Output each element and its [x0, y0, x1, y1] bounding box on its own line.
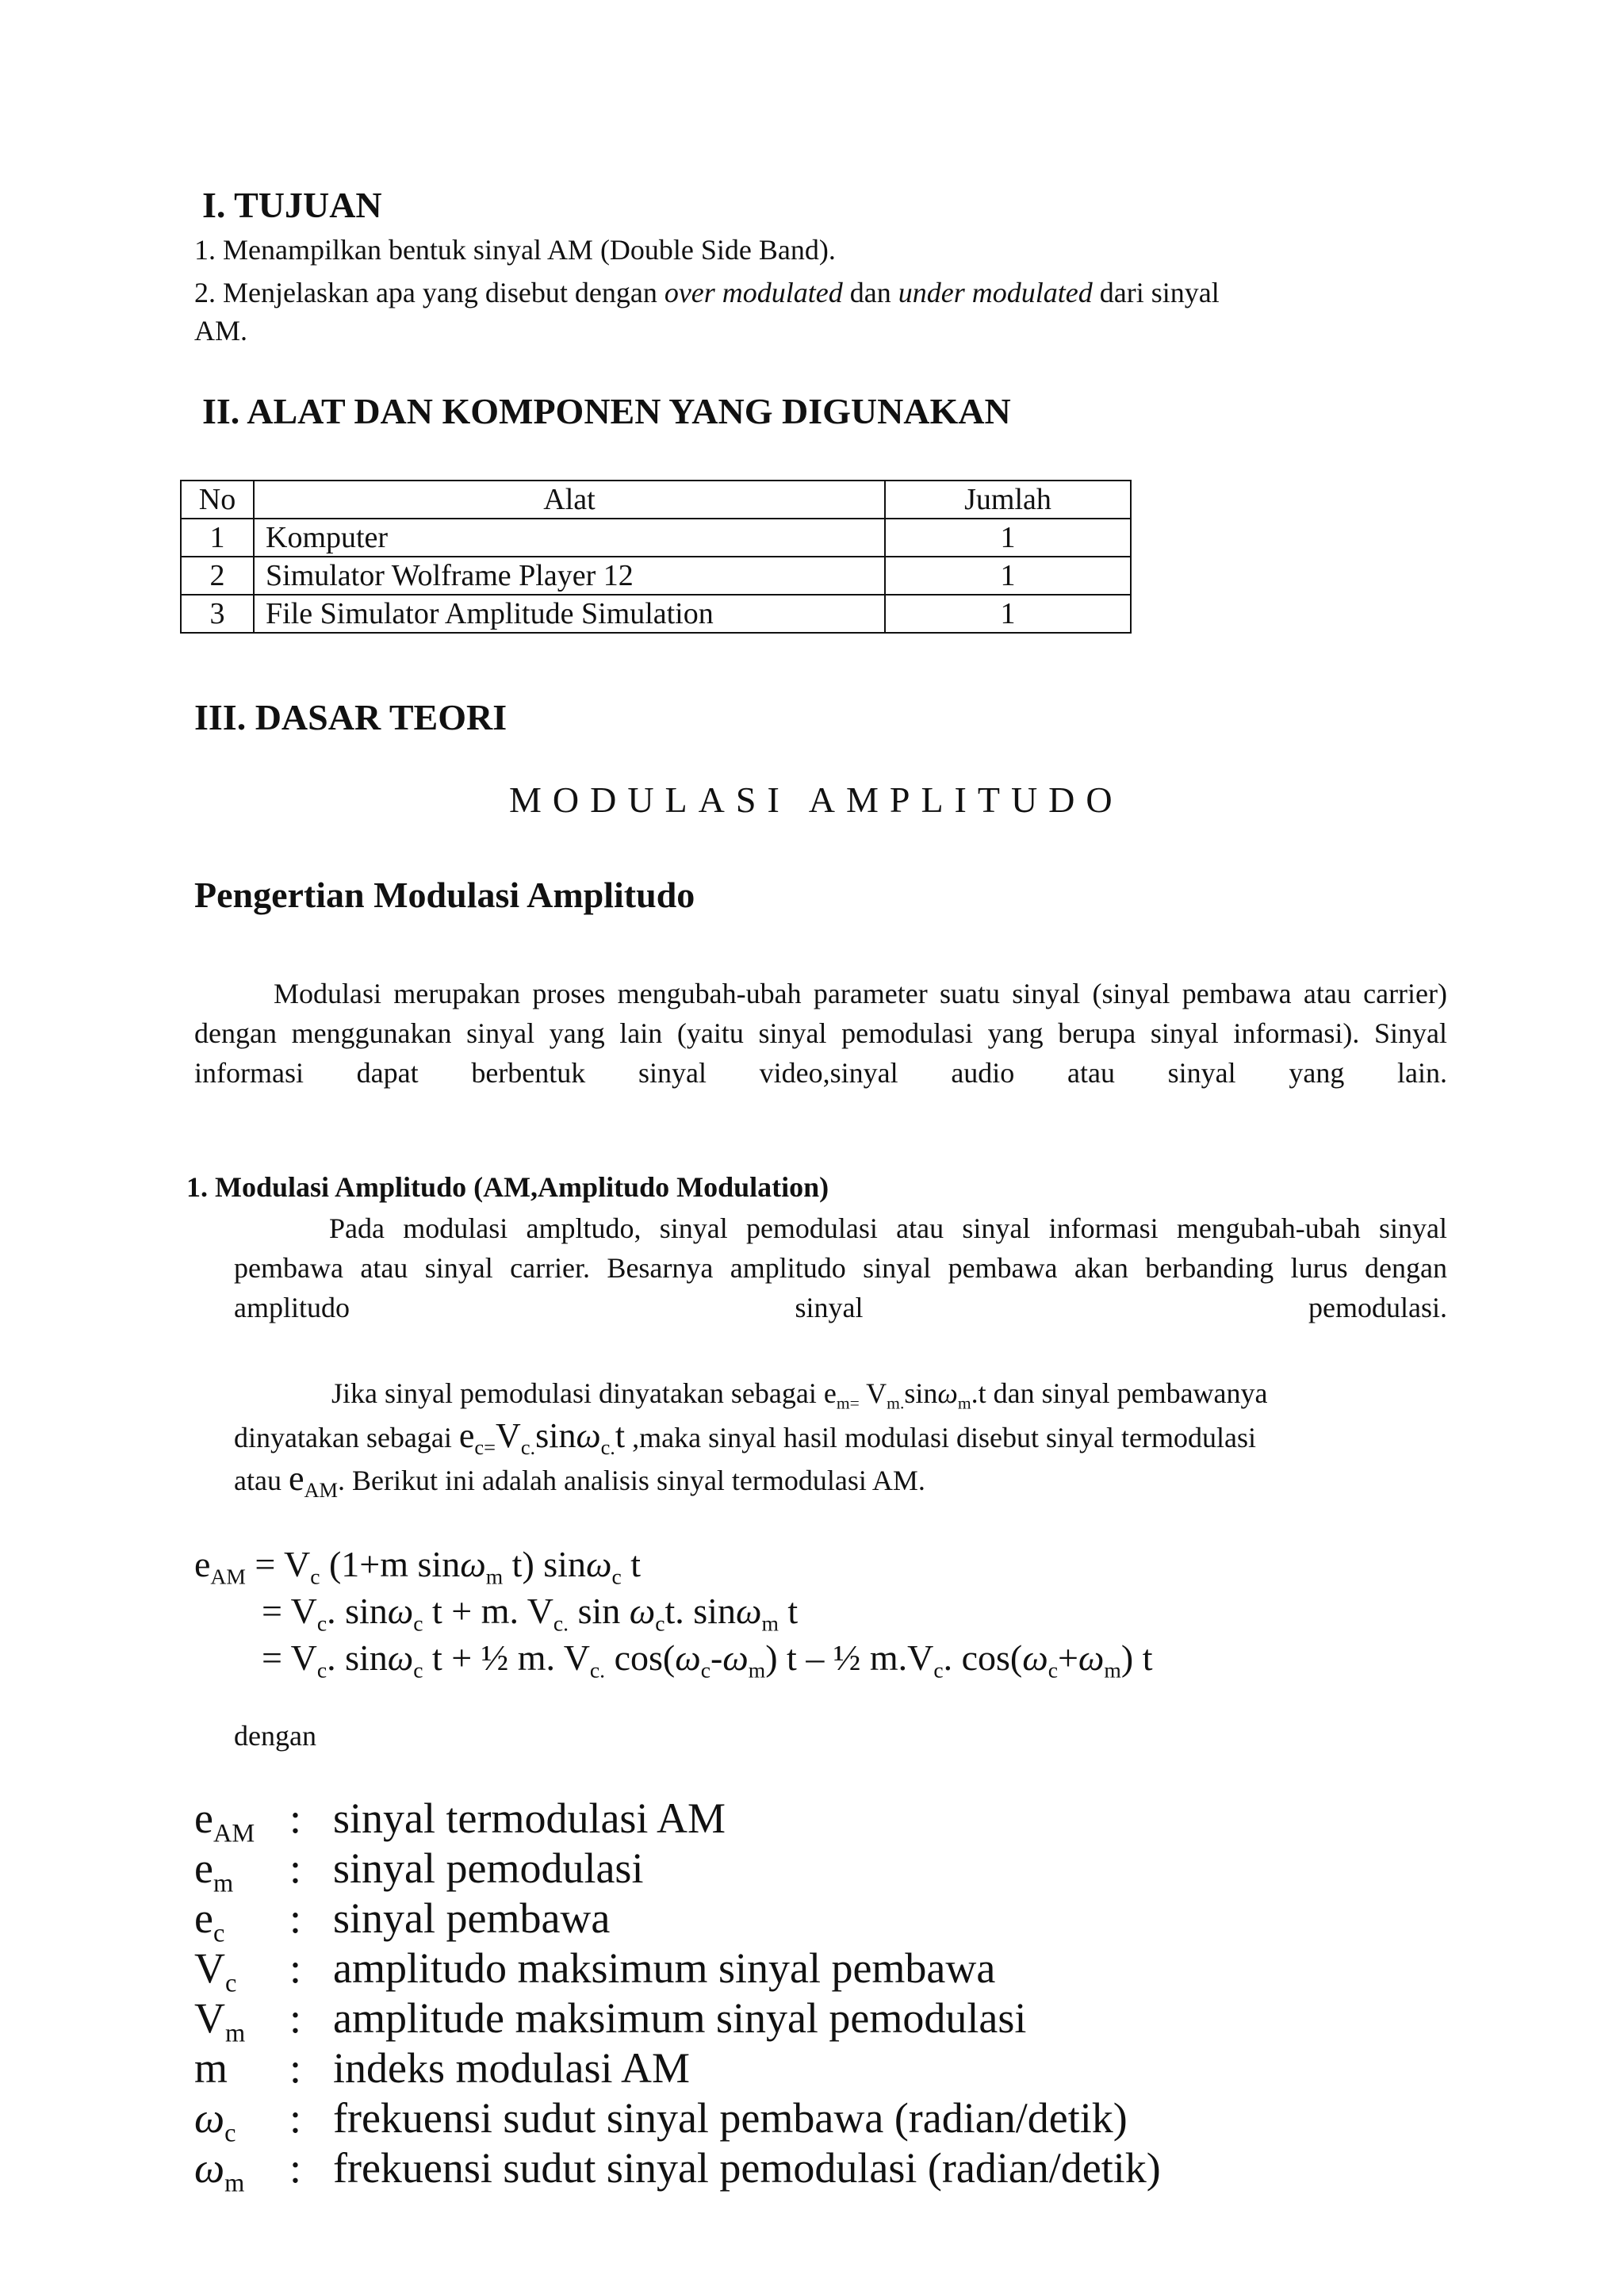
tujuan-item-2: 2. Menjelaskan apa yang disebut dengan over modulated dan under modulated dari sinyal	[194, 277, 1220, 308]
legend-symbol: $\omega_m$	[194, 2144, 245, 2198]
legend-symbol: $e_{AM}$	[194, 1794, 255, 1848]
tujuan-item-1: 1. Menampilkan bentuk sinyal AM (Double Side Band).	[194, 234, 836, 266]
section-title-tujuan: I. TUJUAN	[202, 185, 382, 225]
legend-row: $V_c$ : amplitudo maksimum sinyal pembawa	[194, 1944, 996, 1998]
legend-symbol: $V_m$	[194, 1994, 246, 2048]
table-row	[181, 557, 1131, 595]
legend-row: $e_m$ : sinyal pemodulasi	[194, 1844, 644, 1898]
legend-row: $V_m$ : amplitude maksimum sinyal pemodulasi	[194, 1994, 1027, 2048]
table-header-row	[181, 481, 1131, 519]
table-cell-jumlah: 1	[885, 557, 1131, 595]
legend-description: sinyal termodulasi AM	[333, 1794, 726, 1842]
table-row	[181, 519, 1131, 557]
table-cell-alat: Komputer	[254, 519, 885, 557]
formula-line-2: = $V_c$. sinω$_c$ t + m. $V_{c.}$ $\sin \omega_ct$. sinω$_m$ t	[262, 1591, 799, 1636]
legend-symbol: m	[194, 2044, 228, 2092]
tools-table	[180, 480, 1132, 634]
table-cell-jumlah: 1	[885, 519, 1131, 557]
legend-description: sinyal pembawa	[333, 1894, 611, 1942]
table-cell-no: 2	[181, 557, 254, 595]
legend-description: amplitudo maksimum sinyal pembawa	[333, 1944, 996, 1992]
intro-paragraph: Modulasi merupakan proses mengubah-ubah parameter suatu sinyal (sinyal pembawa atau carrier) dengan menggunakan sinyal yang lain (yaitu sinyal pemodulasi yang berupa sinyal informasi). Sinyal informasi dapat berbentuk sinyal video,sinyal audio atau sinyal yang lain.	[194, 978, 1447, 1089]
subtitle-pengertian: Pengertian Modulasi Amplitudo	[194, 875, 695, 915]
am-heading: 1. Modulasi Amplitudo (AM,Amplitudo Modulation)	[186, 1171, 829, 1203]
legend-row: $e_c$ : sinyal pembawa	[194, 1894, 611, 1948]
legend-row: $\omega_m$ : frekuensi sudut sinyal pemodulasi (radian/detik)	[194, 2144, 1161, 2198]
table-header-no: No	[181, 481, 254, 519]
legend-symbol: $e_c$	[194, 1894, 225, 1948]
legend-row: $e_{AM}$ : sinyal termodulasi AM	[194, 1794, 726, 1848]
jika-line-3: atau $e_{AM}$. Berikut ini adalah analisis sinyal termodulasi AM.	[234, 1459, 925, 1503]
banner-title: MODULASI AMPLITUDO	[509, 779, 1124, 820]
table-cell-no: 3	[181, 595, 254, 633]
tujuan-item-2-continued: AM.	[194, 315, 248, 347]
table-header-alat: Alat	[254, 481, 885, 519]
table-cell-alat: File Simulator Amplitude Simulation	[254, 595, 885, 633]
table-header-jumlah: Jumlah	[885, 481, 1131, 519]
formula-line-1: $e_{AM} = V_c$ (1+m sinω$_m$ t) sinω$_c$ t	[194, 1544, 641, 1589]
formula-line-3: = $V_c$. sinω$_c$ t + ½ m. $V_{c.}$ $\cos(\omega_c-\omega_m)$ t – ½ $m.V_c$. $\cos(\omega_c+\omega_m)$ t	[262, 1637, 1153, 1683]
legend-row: $\omega_c$ : frekuensi sudut sinyal pembawa (radian/detik)	[194, 2094, 1128, 2148]
jika-line-2: dinyatakan sebagai $e_{c=}V_{c.}\sin\omega_{c.}t$ ,maka sinyal hasil modulasi disebut sinyal termodulasi	[234, 1416, 1256, 1460]
legend-symbol: $e_m$	[194, 1844, 234, 1898]
legend-row: m : indeks modulasi AM	[194, 2044, 691, 2092]
legend-description: indeks modulasi AM	[333, 2044, 691, 2092]
section-title-alat: II. ALAT DAN KOMPONEN YANG DIGUNAKAN	[202, 391, 1011, 431]
legend-description: frekuensi sudut sinyal pemodulasi (radian/detik)	[333, 2144, 1161, 2192]
table-cell-alat: Simulator Wolframe Player 12	[254, 557, 885, 595]
am-paragraph: Pada modulasi ampltudo, sinyal pemodulasi atau sinyal informasi mengubah-ubah sinyal pembawa atau sinyal carrier. Besarnya amplitudo sinyal pembawa akan berbanding lurus dengan amplitudo sinyal pemodulasi.	[234, 1212, 1447, 1323]
dengan-label: dengan	[234, 1720, 316, 1752]
table-row	[181, 595, 1131, 633]
table-cell-jumlah: 1	[885, 595, 1131, 633]
legend-description: sinyal pemodulasi	[333, 1844, 644, 1892]
legend-symbol: $\omega_c$	[194, 2094, 236, 2148]
section-title-teori: III. DASAR TEORI	[194, 697, 508, 737]
table-cell-no: 1	[181, 519, 254, 557]
jika-line-1: Jika sinyal pemodulasi dinyatakan sebagai $e_{m=}$ $V_{m.}\sin\omega_m.t$ dan sinyal pembawanya	[331, 1377, 1268, 1413]
legend-description: frekuensi sudut sinyal pembawa (radian/detik)	[333, 2094, 1128, 2142]
legend-symbol: $V_c$	[194, 1944, 237, 1998]
legend-description: amplitude maksimum sinyal pemodulasi	[333, 1994, 1027, 2042]
